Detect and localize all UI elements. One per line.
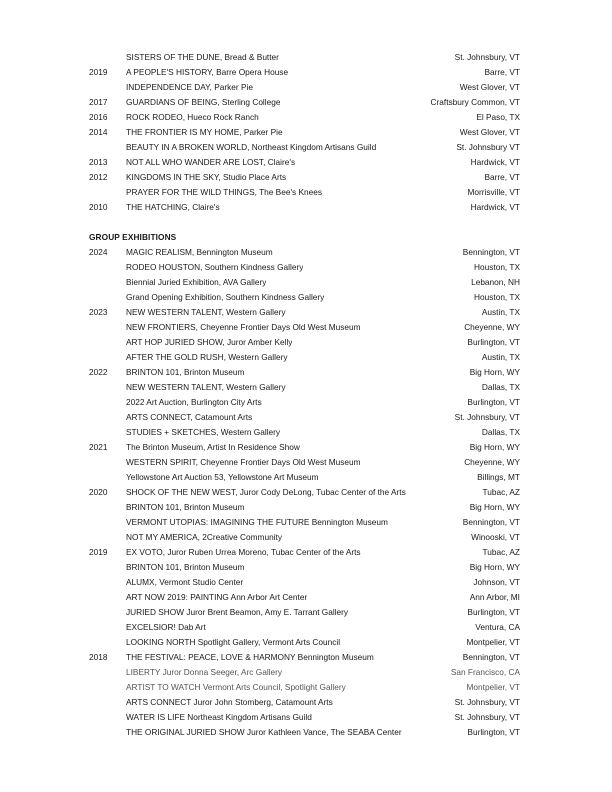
- exhibition-location: Barre, VT: [484, 67, 520, 77]
- exhibition-location: Ventura, CA: [475, 622, 520, 632]
- exhibition-year: 2022: [89, 367, 108, 377]
- exhibition-location: Craftsbury Common, VT: [430, 97, 520, 107]
- exhibition-title: LIBERTY Juror Donna Seeger, Arc Gallery: [126, 667, 283, 677]
- exhibition-title: EXCELSIOR! Dab Art: [126, 622, 206, 632]
- exhibition-year: 2010: [89, 202, 108, 212]
- exhibition-row: [0, 125, 612, 140]
- exhibition-location: Big Horn, WY: [469, 442, 520, 452]
- exhibition-row: [0, 455, 612, 470]
- exhibition-title: GUARDIANS OF BEING, Sterling College: [126, 97, 281, 107]
- exhibition-location: St. Johnsbury, VT: [454, 412, 520, 422]
- exhibition-location: Houston, TX: [474, 262, 520, 272]
- exhibition-title: ARTIST TO WATCH Vermont Arts Council, Spotlight Gallery: [126, 682, 346, 692]
- exhibition-title: NEW FRONTIERS, Cheyenne Frontier Days Old West Museum: [126, 322, 361, 332]
- exhibition-location: Austin, TX: [481, 352, 520, 362]
- exhibition-location: Austin, TX: [481, 307, 520, 317]
- exhibition-location: Burlington, VT: [467, 337, 520, 347]
- exhibition-location: Cheyenne, WY: [464, 322, 520, 332]
- exhibition-title: BRINTON 101, Brinton Museum: [126, 502, 245, 512]
- exhibition-row: [0, 410, 612, 425]
- exhibition-location: Tubac, AZ: [482, 487, 520, 497]
- exhibition-title: ALUMX, Vermont Studio Center: [126, 577, 244, 587]
- exhibition-location: Morrisville, VT: [467, 187, 520, 197]
- exhibition-location: Johnson, VT: [473, 577, 520, 587]
- exhibition-title: MAGIC REALISM, Bennington Museum: [126, 247, 273, 257]
- exhibition-year: 2018: [89, 652, 108, 662]
- exhibition-row: [0, 665, 612, 680]
- exhibition-row: [0, 470, 612, 485]
- exhibition-location: West Glover, VT: [459, 82, 520, 92]
- group-exhibitions-heading: GROUP EXHIBITIONS: [89, 232, 177, 242]
- exhibition-title: BEAUTY IN A BROKEN WORLD, Northeast Kingdom Artisans Guild: [126, 142, 377, 152]
- exhibition-title: KINGDOMS IN THE SKY, Studio Place Arts: [126, 172, 287, 182]
- exhibition-year: 2024: [89, 247, 108, 257]
- exhibition-row: [0, 395, 612, 410]
- exhibition-row: [0, 50, 612, 65]
- exhibition-location: St. Johnsbury, VT: [454, 697, 520, 707]
- exhibition-year: 2014: [89, 127, 108, 137]
- exhibition-location: Bennington, VT: [462, 652, 520, 662]
- exhibition-row: [0, 485, 612, 500]
- exhibition-year: 2019: [89, 547, 108, 557]
- exhibition-location: Burlington, VT: [467, 607, 520, 617]
- exhibition-location: Billings, MT: [477, 472, 520, 482]
- exhibition-row: [0, 275, 612, 290]
- exhibition-title: PRAYER FOR THE WILD THINGS, The Bee's Knees: [126, 187, 323, 197]
- exhibition-location: Dallas, TX: [481, 382, 520, 392]
- exhibition-row: [0, 305, 612, 320]
- exhibition-title: THE ORIGINAL JURIED SHOW Juror Kathleen Vance, The SEABA Center: [126, 727, 402, 737]
- exhibition-row: [0, 65, 612, 80]
- exhibition-row: [0, 680, 612, 695]
- exhibition-title: Biennial Juried Exhibition, AVA Gallery: [126, 277, 267, 287]
- exhibition-title: THE FESTIVAL: PEACE, LOVE & HARMONY Bennington Museum: [126, 652, 374, 662]
- exhibition-location: Big Horn, WY: [469, 367, 520, 377]
- exhibition-title: ROCK RODEO, Hueco Rock Ranch: [126, 112, 259, 122]
- exhibition-title: RODEO HOUSTON, Southern Kindness Gallery: [126, 262, 304, 272]
- exhibition-location: Big Horn, WY: [469, 502, 520, 512]
- exhibition-title: THE HATCHING, Claire's: [126, 202, 220, 212]
- exhibition-location: Bennington, VT: [462, 517, 520, 527]
- exhibition-location: Hardwick, VT: [470, 157, 520, 167]
- exhibition-title: The Brinton Museum, Artist In Residence Show: [126, 442, 300, 452]
- exhibition-title: A PEOPLE'S HISTORY, Barre Opera House: [126, 67, 289, 77]
- exhibition-year: 2019: [89, 67, 108, 77]
- exhibition-row: [0, 80, 612, 95]
- exhibition-year: 2016: [89, 112, 108, 122]
- exhibition-row: [0, 650, 612, 665]
- exhibition-location: St. Johnsbury, VT: [454, 712, 520, 722]
- exhibition-year: 2023: [89, 307, 108, 317]
- exhibition-year: 2012: [89, 172, 108, 182]
- exhibition-title: NEW WESTERN TALENT, Western Gallery: [126, 382, 286, 392]
- exhibition-row: [0, 335, 612, 350]
- exhibition-row: [0, 155, 612, 170]
- exhibition-row: [0, 95, 612, 110]
- exhibition-row: [0, 380, 612, 395]
- exhibition-title: ART HOP JURIED SHOW, Juror Amber Kelly: [126, 337, 293, 347]
- exhibition-title: JURIED SHOW Juror Brent Beamon, Amy E. Tarrant Gallery: [126, 607, 349, 617]
- exhibition-row: [0, 635, 612, 650]
- exhibition-row: [0, 545, 612, 560]
- exhibition-year: 2020: [89, 487, 108, 497]
- exhibition-row: [0, 710, 612, 725]
- exhibition-location: Tubac, AZ: [482, 547, 520, 557]
- exhibition-row: [0, 590, 612, 605]
- exhibition-title: NOT ALL WHO WANDER ARE LOST, Claire's: [126, 157, 296, 167]
- exhibition-row: [0, 560, 612, 575]
- exhibition-location: Dallas, TX: [481, 427, 520, 437]
- exhibition-year: 2017: [89, 97, 108, 107]
- exhibition-row: [0, 110, 612, 125]
- exhibition-location: Winooski, VT: [471, 532, 520, 542]
- exhibition-location: Hardwick, VT: [470, 202, 520, 212]
- exhibition-location: St. Johnsbury, VT: [454, 52, 520, 62]
- exhibition-title: AFTER THE GOLD RUSH, Western Gallery: [126, 352, 288, 362]
- exhibition-location: Montpelier, VT: [466, 637, 520, 647]
- exhibition-title: WATER IS LIFE Northeast Kingdom Artisans Guild: [126, 712, 312, 722]
- exhibition-row: [0, 320, 612, 335]
- exhibition-location: Burlington, VT: [467, 397, 520, 407]
- exhibition-location: Burlington, VT: [467, 727, 520, 737]
- exhibition-title: BRINTON 101, Brinton Museum: [126, 367, 245, 377]
- exhibition-title: EX VOTO, Juror Ruben Urrea Moreno, Tubac Center of the Arts: [126, 547, 361, 557]
- exhibition-row: [0, 200, 612, 215]
- exhibition-title: ARTS CONNECT, Catamount Arts: [126, 412, 253, 422]
- exhibition-location: West Glover, VT: [459, 127, 520, 137]
- exhibition-location: Barre, VT: [484, 172, 520, 182]
- exhibition-title: SHOCK OF THE NEW WEST, Juror Cody DeLong, Tubac Center of the Arts: [126, 487, 406, 497]
- exhibition-title: ARTS CONNECT Juror John Stomberg, Catamount Arts: [126, 697, 333, 707]
- exhibition-title: NEW WESTERN TALENT, Western Gallery: [126, 307, 286, 317]
- exhibition-location: Lebanon, NH: [471, 277, 520, 287]
- exhibition-row: [0, 440, 612, 455]
- exhibition-title: WESTERN SPIRIT, Cheyenne Frontier Days Old West Museum: [126, 457, 361, 467]
- exhibition-location: San Francisco, CA: [450, 667, 520, 677]
- exhibition-row: [0, 500, 612, 515]
- exhibition-row: [0, 725, 612, 740]
- exhibition-location: El Paso, TX: [476, 112, 520, 122]
- exhibition-title: ART NOW 2019: PAINTING Ann Arbor Art Center: [126, 592, 308, 602]
- exhibition-location: Bennington, VT: [462, 247, 520, 257]
- exhibition-row: [0, 350, 612, 365]
- exhibition-row: [0, 170, 612, 185]
- exhibition-location: Houston, TX: [474, 292, 520, 302]
- exhibition-title: NOT MY AMERICA, 2Creative Community: [126, 532, 282, 542]
- exhibition-row: [0, 365, 612, 380]
- exhibition-title: Grand Opening Exhibition, Southern Kindness Gallery: [126, 292, 325, 302]
- exhibition-location: St. Johnsbury VT: [456, 142, 520, 152]
- exhibition-title: SISTERS OF THE DUNE, Bread & Butter: [126, 52, 279, 62]
- exhibition-row: [0, 575, 612, 590]
- exhibition-location: Montpelier, VT: [466, 682, 520, 692]
- exhibition-row: [0, 620, 612, 635]
- exhibition-title: LOOKING NORTH Spotlight Gallery, Vermont Arts Council: [126, 637, 341, 647]
- exhibition-row: [0, 530, 612, 545]
- exhibition-location: Cheyenne, WY: [464, 457, 520, 467]
- exhibition-title: THE FRONTIER IS MY HOME, Parker Pie: [126, 127, 283, 137]
- exhibition-row: [0, 605, 612, 620]
- exhibition-title: INDEPENDENCE DAY, Parker Pie: [126, 82, 253, 92]
- exhibition-row: [0, 425, 612, 440]
- exhibition-row: [0, 260, 612, 275]
- exhibition-location: Big Horn, WY: [469, 562, 520, 572]
- exhibition-title: STUDIES + SKETCHES, Western Gallery: [126, 427, 281, 437]
- exhibition-location: Ann Arbor, MI: [469, 592, 520, 602]
- exhibition-row: [0, 245, 612, 260]
- exhibition-row: [0, 140, 612, 155]
- exhibition-row: [0, 695, 612, 710]
- exhibition-row: [0, 515, 612, 530]
- exhibition-row: [0, 290, 612, 305]
- exhibition-year: 2021: [89, 442, 108, 452]
- exhibition-title: VERMONT UTOPIAS: IMAGINING THE FUTURE Bennington Museum: [126, 517, 388, 527]
- exhibition-row: [0, 185, 612, 200]
- exhibition-title: Yellowstone Art Auction 53, Yellowstone Art Museum: [126, 472, 319, 482]
- exhibition-title: 2022 Art Auction, Burlington City Arts: [126, 397, 262, 407]
- exhibition-title: BRINTON 101, Brinton Museum: [126, 562, 245, 572]
- exhibition-year: 2013: [89, 157, 108, 167]
